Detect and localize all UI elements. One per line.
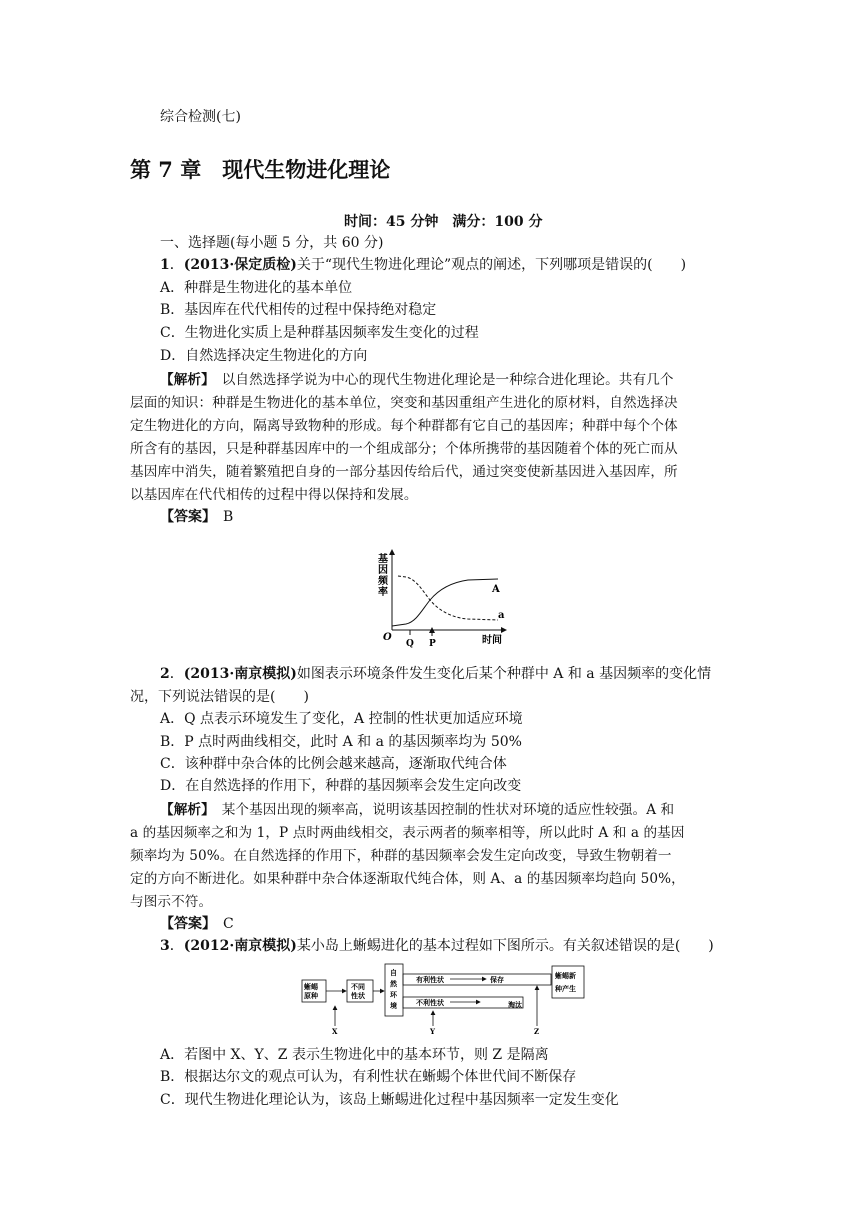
q3-stem-line: 3．(2012·南京模拟)某小岛上蜥蜴进化的基本过程如下图所示。有关叙述错误的是( ) [160,938,714,954]
y-label-char-4: 率 [378,587,388,598]
box1-text-2: 原种 [304,991,318,1000]
section-heading: 一、选择题(每小题 5 分，共 60 分) [160,235,384,251]
q2-option-a: A．Q 点表示环境发生了变化，A 控制的性状更加适应环境 [160,711,523,727]
keep-label: 保存 [490,975,504,984]
q2-analysis-label: 【解析】 [160,802,208,818]
q2-analysis-line-4: 定的方向不断进化。如果种群中杂合体逐渐取代纯合体，则 A、a 的基因频率均趋向 50%， [130,871,685,887]
q1-analysis-line-3: 定生物进化的方向，隔离导致物种的形成。每个种群都有它自己的基因库；种群中每个个体 [130,418,678,434]
q1-analysis-line-5: 基因库中消失，随着繁殖把自身的一部分基因传给后代，通过突变使新基因进入基因库，所 [130,464,678,480]
box3-char-3: 环 [390,990,397,999]
box3-char-1: 自 [390,968,397,977]
eliminate-label: 淘汰 [508,1000,522,1009]
series-a-label: a [498,610,505,621]
q1-analysis-line-6: 以基因库在代代相传的过程中得以保持和发展。 [130,487,418,503]
y-label-char-3: 频 [378,576,388,587]
chapter-title: 第 7 章 现代生物进化理论 [130,157,391,182]
origin-label: O [383,632,392,643]
q1-analysis-line-4: 所含有的基因，只是种群基因库中的一个组成部分；个体所携带的基因随着个体的死亡而从 [130,441,678,457]
q3-source: (2012·南京模拟) [183,938,297,954]
q2-option-b: B．P 点时两曲线相交，此时 A 和 a 的基因频率均为 50% [160,734,522,750]
q2-number: 2 [160,666,170,682]
unfavorable-traits-label: 不利性状 [416,998,444,1007]
q1-answer: B [223,509,234,525]
q1-analysis-label: 【解析】 [160,372,208,388]
box4-text-1: 蜥蜴新 [555,971,576,980]
box3-char-4: 境 [390,1001,397,1010]
q-marker-label: Q [406,639,414,649]
q2-analysis-line-5: 与图示不符。 [130,894,213,910]
q2-analysis-line-1: 【解析】 某个基因出现的频率高，说明该基因控制的性状对环境的适应性较强。A 和 [160,802,675,818]
q2-analysis-line-2: a 的基因频率之和为 1，P 点时两曲线相交，表示两者的频率相等，所以此时 A 和 a 的基因 [130,825,685,841]
box2-text-1: 不同 [351,982,365,991]
q1-option-d: D．自然选择决定生物进化的方向 [160,348,368,364]
q1-option-a: A．种群是生物进化的基本单位 [160,280,353,296]
series-A-label: A [492,584,500,595]
q1-stem-line: 1．(2013·保定质检)关于“现代生物进化理论”观点的阐述，下列哪项是错误的( ) [160,257,687,273]
q1-answer-line [160,506,233,528]
q2-answer: C [223,916,234,932]
q3-number: 3 [160,938,170,954]
x-label: X [332,1027,338,1036]
q1-answer-label: 【答案】 [160,509,209,525]
box3-char-2: 然 [390,979,397,988]
q1-source: (2013·保定质检) [183,257,297,273]
q2-option-d: D．在自然选择的作用下，种群的基因频率会发生定向改变 [160,778,522,794]
x-axis-label: 时间 [482,635,502,646]
q3-option-c: C．现代生物进化理论认为，该岛上蜥蜴进化过程中基因频率一定发生变化 [160,1092,619,1108]
p-marker-label: P [429,639,436,649]
q3-option-b: B．根据达尔文的观点可认为，有利性状在蜥蜴个体世代间不断保存 [160,1069,577,1085]
y-label: Y [430,1027,435,1036]
lizard-evolution-diagram [300,962,590,1036]
q3-option-a: A．若图中 X、Y、Z 表示生物进化中的基本环节，则 Z 是隔离 [160,1047,549,1063]
favorable-traits-label: 有利性状 [416,975,444,984]
q2-source: (2013·南京模拟) [183,666,297,682]
q2-analysis-line-3: 频率均为 50%。在自然选择的作用下，种群的基因频率会发生定向改变，导致生物朝着一 [130,848,672,864]
z-label: Z [534,1027,540,1036]
box1-text-1: 蜥蜴 [304,982,318,991]
time-line: 时间：45 分钟 满分：100 分 [344,214,543,230]
q2-stem-line-1: 2．(2013·南京模拟)如图表示环境条件发生变化后某个种群中 A 和 a 基因频率的变化情 [160,666,712,682]
q1-stem: 关于“现代生物进化理论”观点的阐述，下列哪项是错误的( ) [296,257,687,273]
q1-option-b: B．基因库在代代相传的过程中保持绝对稳定 [160,302,437,318]
gene-frequency-chart [370,548,510,650]
box2-text-2: 性状 [351,991,365,1000]
q1-analysis-line-1: 【解析】 以自然选择学说为中心的现代生物进化理论是一种综合进化理论。共有几个 [160,372,674,388]
page-header: 综合检测(七) [160,109,241,125]
series-A-line [392,579,498,626]
y-label-char-1: 基 [378,554,388,565]
q2-stem-line-2: 况，下列说法错误的是( ) [130,689,309,705]
y-label-char-2: 因 [378,565,388,576]
q2-answer-label: 【答案】 [160,916,209,932]
q1-number: 1 [160,257,170,273]
series-a-line [398,576,498,620]
q2-answer-line [160,913,234,935]
q3-stem: 某小岛上蜥蜴进化的基本过程如下图所示。有关叙述错误的是( ) [296,938,714,954]
q1-option-c: C．生物进化实质上是种群基因频率发生变化的过程 [160,325,479,341]
q1-analysis-line-2: 层面的知识：种群是生物进化的基本单位，突变和基因重组产生进化的原材料，自然选择决 [130,395,678,411]
box4-text-2: 种产生 [555,984,576,993]
q2-option-c: C．该种群中杂合体的比例会越来越高，逐渐取代纯合体 [160,756,507,772]
